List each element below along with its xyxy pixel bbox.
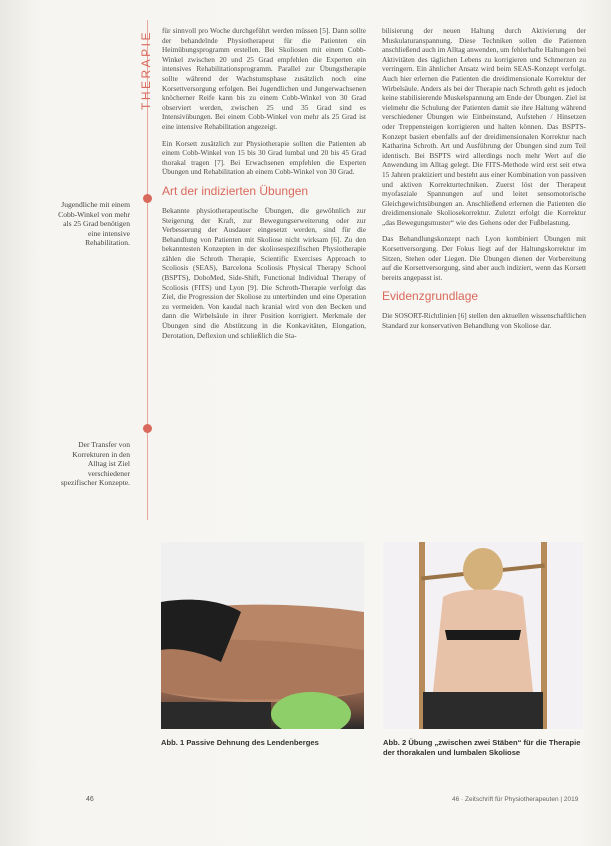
stretch-illustration [161,542,364,729]
margin-note: Jugendliche mit einem Cobb-Winkel von mehr als 25 Grad benötigen eine intensive Rehabilitation. [58,200,130,248]
figure-2-photo [383,542,583,729]
pole-exercise-illustration [383,542,583,729]
paragraph: bilisierung der neuen Haltung durch Aktivierung der Muskulaturanspannung. Diese Techniken sollen die Patienten anschließend auch im Alltag anwenden, um fehlerhafte Haltungen bei Aktivitäten des täglichen Lebens zu korrigieren und Schmerzen zu verringern. Ein ähnlicher Ansatz wird beim SEAS-Konzept verfolgt. Auch hier erlernen die Patienten die dreidimensionale Korrektur der Wirbelsäule. Anders als bei der Therapie nach Schroth geht es jedoch keine stabilisierende Muskelspannung am Ende der Übungen. Ziel ist vielmehr die Schulung der Patienten damit sie ihre Haltung während verschiedener Übungen wie Einbeinstand, Aufstehen / Hinsetzen oder Treppensteigen korrigieren und halten können. Das BSPTS-Konzept basiert ebenfalls auf der dreidimensionalen Korrektur nach Katharina Schroth. Art und Ausführung der Übungen sind zum Teil identisch. Bei BSPTS wird allerdings noch mehr Wert auf die Anwendung im Alltag gelegt. Die FITS-Methode wird erst seit etwa 15 Jahren praktiziert und besteht aus einer Kombination von passiven und aktiven Korrekturtechniken. Zuerst löst der Therapeut myofasziale Spannungen auf und leitet sensomotorische Gleichgewichtsübungen an. Anschließend erlernen die Patienten die dreidimensionale Skoliosekorrektur. Zuletzt erfolgt die Korrektur „das Bewegungsmuster“ wie des Gehens oder der Fußbelastung. [382,26,586,227]
paragraph: für sinnvoll pro Woche durchgeführt werden müssen [5]. Dann sollte der behandelnde Physiotherapeut für die Patienten ein Heimübungsprogramm erstellen. Bei Skoliosen mit einem Cobb-Winkel zwischen 20 und 25 Grad empfehlen die Experten ein intensives Rehabilitationsprogramm. Parallel zur Übungstherapie sollte während der Wachstumsphase zusätzlich noch eine Korsettversorgung erfolgen. Bei Jugendlichen und Jungerwachsenen knöcherner Reife kann bis zu einem Cobb-Winkel von 30 Grad observiert werden, zwischen 25 und 35 Grad sind es Intensivübungen. Bei einem Cobb-Winkel von mehr als 25 Grad ist eine intensive Rehabilitation angezeigt. [162,26,366,131]
note-bullet [143,424,152,433]
text-column-left [162,26,366,347]
figure-2-caption: Abb. 2 Übung „zwischen zwei Stäben“ für die Therapie der thorakalen und lumbalen Skoliose [383,738,581,757]
journal-footer: 46 · Zeitschrift für Physiotherapeuten | 2019 [452,796,579,803]
margin-note: Der Transfer von Korrekturen in den Alltag ist Ziel verschiedener spezifischer Konzepte. [60,440,130,488]
section-heading: Art der indizierten Übungen [162,183,309,198]
section-label: THERAPIE [139,29,153,110]
paragraph: Ein Korsett zusätzlich zur Physiotherapie sollten die Patienten ab einem Cobb-Winkel von 15 bis 30 Grad lumbal und 20 bis 45 Grad thorakal tragen [7]. Bei Erwachsenen empfehlen die Experten Übungen und Rehabilitation ab einem Cobb-Winkel von 30 Grad. [162,138,366,177]
paragraph: Die SOSORT-Richtlinien [6] stellen den aktuellen wissenschaftlichen Standard zur konservativen Behandlung von Skoliose dar. [382,311,586,331]
section-heading: Evidenzgrundlage [382,289,479,304]
text-column-right [382,26,586,338]
note-bullet [143,194,152,203]
paragraph: Das Behandlungskonzept nach Lyon kombiniert Übungen mit Korsettversorgung. Der Fokus liegt auf der Haltungskorrektur im Sitzen, Stehen oder Liegen. Die Übungen dienen der Vorbereitung auf die Korsettversorgung, sind aber auch indiziert, wenn das Korsett bereits angepasst ist. [382,234,586,282]
paragraph: Bekannte physiotherapeutische Übungen, die gewöhnlich zur Steigerung der Kraft, zur Bewegungserweiterung oder zur Verbesserung der Ausdauer eingesetzt werden, sind für die Behandlung von Patienten mit Skoliose nicht wirksam [6]. Zu den bekanntesten Konzepten in der skoliosespezifischen Physiotherapie zählen die Schroth Therapie, Scientific Exercises Approach to Scoliosis (SEAS), Barcelona Scoliosis Physical Therapy School (BSPTS), DoboMed, Side-Shift, Functional Individual Therapy of Scoliosis (FITS) und Lyon [9]. Die Schroth-Therapie verfolgt das Ziel, die Progression der Skoliose zu unterbinden und eine Operation zu vermeiden. Von kaudal nach kranial wird von den Becken und dann die Wirbelsäule in ihrer Position korrigiert. Merkmale der Übungen sind die Abstützung in die Konkavitäten, Elongation, Derotation, Deflexion und schließlich die Sta- [162,205,366,340]
figure-1-caption: Abb. 1 Passive Dehnung des Lendenberges [161,738,319,747]
page-number: 46 [86,796,94,803]
figure-1-photo [161,542,364,729]
